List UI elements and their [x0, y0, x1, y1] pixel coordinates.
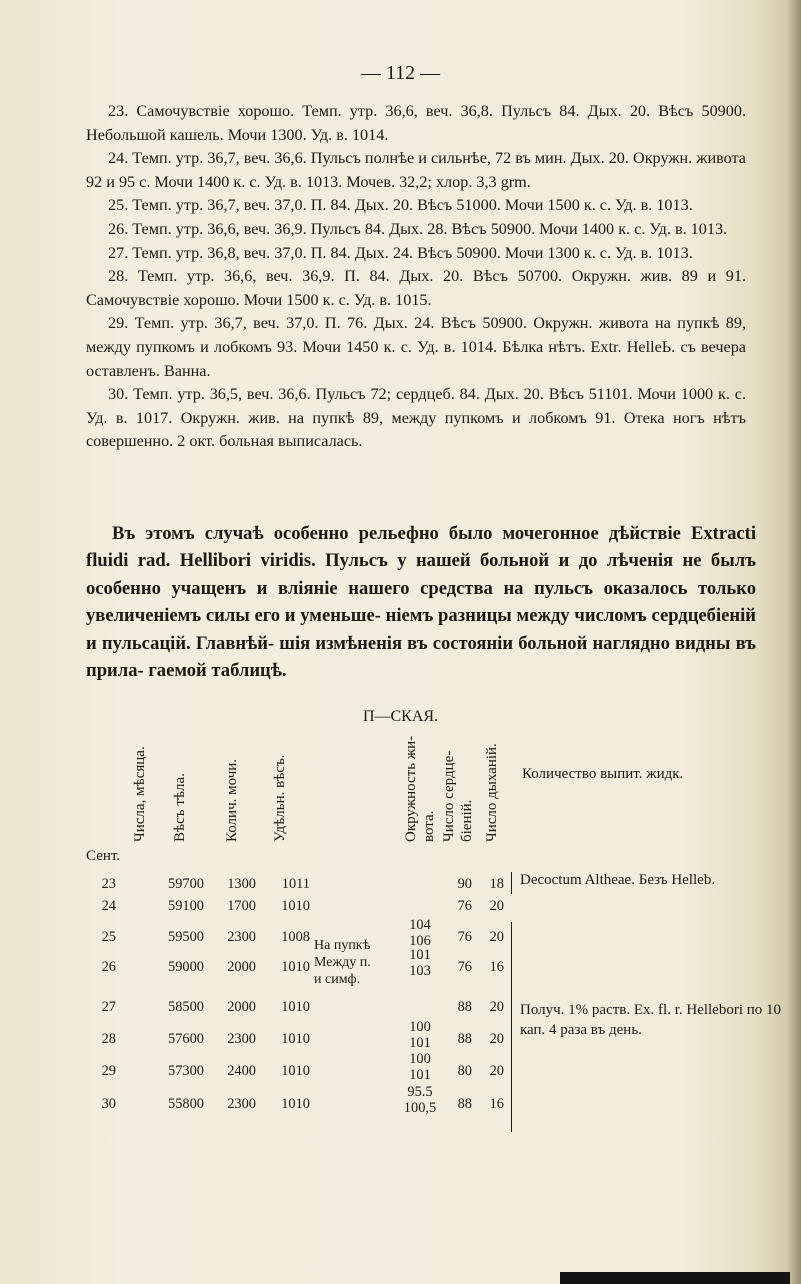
- cell-urine: 2300: [227, 1031, 256, 1047]
- cell-specific: 1010: [281, 1096, 310, 1112]
- cell-specific: 1008: [281, 929, 310, 945]
- cell-urine: 2400: [227, 1063, 256, 1079]
- cell-date: 30: [101, 1096, 116, 1112]
- cell-heart: 80: [457, 1063, 472, 1079]
- binding-strip: [560, 1272, 790, 1284]
- cell-specific: 1010: [281, 1063, 310, 1079]
- cell-specific: 1010: [281, 999, 310, 1015]
- girth-note-line-1: На пупкѣ: [314, 938, 371, 953]
- cell-urine: 2000: [227, 959, 256, 975]
- header-heartbeats: Число сердце- біеній.: [441, 750, 475, 842]
- cell-urine: 2000: [227, 999, 256, 1015]
- entry-25: 25. Темп. утр. 36,7, веч. 37,0. П. 84. Дых. 20. Вѣсъ 51000. Мочи 1500 к. с. Уд. в. 1013.: [108, 196, 693, 215]
- month-label: Сент.: [86, 848, 121, 864]
- girth-symphysis-value: 106: [409, 933, 431, 949]
- treatment-note-1: Decoctum Altheae. Безъ Hellеb.: [520, 872, 716, 888]
- cell-weight: 59100: [168, 898, 204, 914]
- girth-navel-value: 100: [409, 1019, 431, 1035]
- cell-weight: 57600: [168, 1031, 204, 1047]
- page-number: — 112 —: [360, 62, 441, 84]
- cell-breath: 20: [489, 898, 504, 914]
- cell-heart: 88: [457, 1031, 472, 1047]
- girth-note-line-2: Между п.: [314, 955, 371, 970]
- girth-symphysis-value: 101: [409, 1067, 431, 1083]
- girth-navel-value: 100: [409, 1051, 431, 1067]
- page-edge-shadow: [787, 0, 801, 1284]
- cell-weight: 59000: [168, 959, 204, 975]
- cell-date: 28: [101, 1031, 116, 1047]
- header-weight: Вѣсъ тѣла.: [172, 773, 188, 842]
- entry-23: 23. Самочувствіе хорошо. Темп. утр. 36,6, веч. 36,8. Пульсъ 84. Дых. 20. Вѣсъ 50900. Небольшой кашель. Мочи 1300. Уд. в. 1014.: [86, 102, 746, 144]
- entry-24: 24. Темп. утр. 36,7, веч. 36,6. Пульсъ полнѣе и сильнѣе, 72 въ мин. Дых. 20. Окружн. живота 92 и 95 с. Мочи 1400 к. с. Уд. в. 1013. Мочев. 32,2; хлор. 3,3 grm.: [86, 149, 746, 191]
- cell-breath: 20: [489, 1063, 504, 1079]
- cell-heart: 88: [457, 999, 472, 1015]
- cell-date: 23: [101, 876, 116, 892]
- cell-weight: 55800: [168, 1096, 204, 1112]
- cell-weight: 59700: [168, 876, 204, 892]
- brace-note-2: [511, 922, 512, 1132]
- cell-date: 26: [101, 959, 116, 975]
- girth-navel-value: 104: [409, 917, 431, 933]
- cell-date: 25: [101, 929, 116, 945]
- cell-girth: [398, 1019, 442, 1051]
- entry-30: 30. Темп. утр. 36,5, веч. 36,6. Пульсъ 72; сердцеб. 84. Дых. 20. Вѣсъ 51101. Мочи 1000 к. с. Уд. в. 1017. Окружн. жив. на пупкѣ 89, между пупкомъ и лобкомъ 91. Отека ногъ нѣтъ совершенно. 2 окт. больная выписалась.: [86, 385, 746, 451]
- cell-heart: 90: [457, 876, 472, 892]
- brace-note-1: [511, 872, 512, 894]
- cell-girth: [398, 1084, 442, 1116]
- header-girth: Окружность жи- вота.: [403, 735, 437, 842]
- cell-breath: 16: [489, 1096, 504, 1112]
- header-date: Числа, мѣсяца.: [132, 746, 148, 842]
- cell-specific: 1010: [281, 959, 310, 975]
- cell-breath: 20: [489, 1031, 504, 1047]
- cell-breath: 18: [489, 876, 504, 892]
- cell-girth: [398, 1051, 442, 1083]
- entry-27: 27. Темп. утр. 36,8, веч. 37,0. П. 84. Дых. 24. Вѣсъ 50900. Мочи 1300 к. с. Уд. в. 1013.: [108, 243, 693, 262]
- cell-girth: [398, 947, 442, 979]
- daily-entries: [86, 100, 746, 454]
- treatment-note-2: Получ. 1% раств. Ex. fl. r. Hellebori по 10 кап. 4 раза въ день.: [520, 1002, 782, 1038]
- girth-navel-value: 101: [409, 947, 431, 963]
- girth-symphysis-value: 100,5: [403, 1100, 437, 1116]
- summary-text: Въ этомъ случаѣ особенно рельефно было мочегонное дѣйствіе Extracti fluidi rad. Hellibori viridis. Пульсъ у нашей больной и до лѣченія не былъ особенно учащенъ и вліяніе нашего средства на пульсъ оказалось только увеличеніемъ силы его и уменьше- ніемъ разницы между числомъ сердцебіеній и пульсацій. Главнѣй- шія измѣненія въ состояніи больной наглядно видны въ прила- гаемой таблицѣ.: [86, 523, 756, 682]
- cell-weight: 57300: [168, 1063, 204, 1079]
- cell-heart: 88: [457, 1096, 472, 1112]
- entry-26: 26. Темп. утр. 36,6, веч. 36,9. Пульсъ 84. Дых. 28. Вѣсъ 50900. Мочи 1400 к. с. Уд. в. 1013.: [108, 219, 728, 238]
- cell-date: 29: [101, 1063, 116, 1079]
- cell-specific: 1010: [281, 1031, 310, 1047]
- cell-breath: 20: [489, 999, 504, 1015]
- header-specific-gravity: Удѣльн. вѣсъ.: [272, 754, 288, 842]
- cell-urine: 2300: [227, 1096, 256, 1112]
- cell-specific: 1010: [281, 898, 310, 914]
- girth-navel-value: 95.5: [407, 1084, 433, 1100]
- header-breaths: Число дыханій.: [484, 743, 500, 842]
- girth-symphysis-value: 101: [409, 1035, 431, 1051]
- cell-breath: 16: [489, 959, 504, 975]
- cell-urine: 1300: [227, 876, 256, 892]
- girth-note-line-3: и симф.: [314, 972, 361, 987]
- table-title: П—СКАЯ.: [362, 708, 439, 725]
- cell-date: 27: [101, 999, 116, 1015]
- cell-weight: 59500: [168, 929, 204, 945]
- cell-heart: 76: [457, 898, 472, 914]
- cell-date: 24: [101, 898, 116, 914]
- entry-28: 28. Темп. утр. 36,6, веч. 36,9. П. 84. Дых. 20. Вѣсъ 50700. Окружн. жив. 89 и 91. Самочувствіе хорошо. Мочи 1500 к. с. Уд. в. 1015.: [86, 267, 746, 309]
- cell-heart: 76: [457, 929, 472, 945]
- entry-29: 29. Темп. утр. 36,7, веч. 37,0. П. 76. Дых. 24. Вѣсъ 50900. Окружн. живота на пупкѣ 89, между пупкомъ и лобкомъ 93. Мочи 1450 к. с. Уд. в. 1014. Бѣлка нѣтъ. Extr. HelleЬ. съ вечера оставленъ. Ванна.: [86, 314, 746, 380]
- cell-breath: 20: [489, 929, 504, 945]
- cell-girth: [398, 917, 442, 949]
- cell-specific: 1011: [281, 876, 310, 892]
- cell-heart: 76: [457, 959, 472, 975]
- girth-symphysis-value: 103: [409, 963, 431, 979]
- header-fluid: Количество выпит. жидк.: [522, 766, 684, 782]
- cell-urine: 1700: [227, 898, 256, 914]
- cell-weight: 58500: [168, 999, 204, 1015]
- header-urine: Колич. мочи.: [224, 758, 240, 842]
- cell-urine: 2300: [227, 929, 256, 945]
- summary-paragraph: [86, 520, 756, 684]
